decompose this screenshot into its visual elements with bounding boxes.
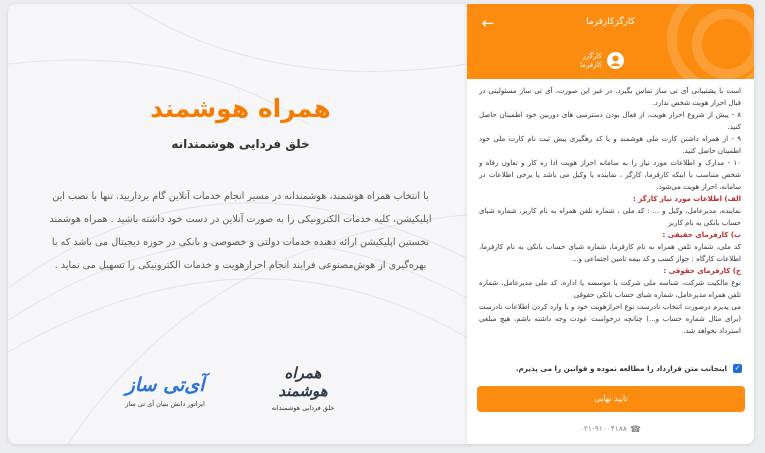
panel-header — [467, 4, 754, 79]
back-arrow-icon[interactable]: ← — [481, 14, 495, 32]
terms-paragraph: ۱۰ - مدارک و اطلاعات مورد نیاز را به سامانه احراز هویت ادا ره کار و تعاون رفاه و شخص متناسب با اینکه کارفرما، کارگر ، نماینده یا وکیل می باشد یا برخی اطلاعات در سامانه، احراز هویت می‌شود. — [479, 159, 741, 191]
terms-paragraph: ۹ - از همراه داشتن کارت ملی هوشمند و یا کد رهگیری پیش ثبت نام کارت ملی خود اطمینان حاصل کنید. — [479, 135, 741, 155]
terms-heading: ب) کارفرمای حقیقی : — [662, 231, 741, 239]
user-icon — [607, 52, 624, 69]
avatar — [607, 52, 624, 69]
agree-checkbox[interactable]: ✓ — [734, 364, 741, 372]
hamrah-logo-caption: خلق فردایی هوشمندانه — [271, 404, 335, 412]
agree-label[interactable]: اینجانب متن قرارداد را مطالعه نموده و قوانین را می پذیرم. — [515, 364, 727, 373]
itsaz-logo-mark: آی‌تی ساز — [125, 374, 205, 396]
hero-section — [28, 94, 453, 277]
terms-paragraph: می پذیرم درصورت انتخاب نادرست نوع احرازهویت خود و یا وارد کردن اطلاعات نادرست (برای مثال شماره حساب و...) چنانچه درخواست عودت وجه داشته باشم، هیچ مبلغی استرداد نخواهد شد. — [479, 303, 741, 335]
terms-paragraph: کد ملی، شماره تلفن همراه به نام کارفرما، شماره شبای حساب بانکی به نام کارفرما، اطلاعات کارگاه : جواز کسب و کد بیمه تامین اجتماعی و... — [479, 243, 741, 263]
agreement-panel — [467, 4, 754, 444]
hamrah-logo-mark: همراه هوشمند — [278, 364, 328, 400]
support-phone-number: ۰۲۱-۹۱۰۰۴۱۸۸ — [579, 424, 627, 433]
terms-text — [479, 85, 741, 359]
confirm-button[interactable]: تایید نهایی — [477, 386, 745, 412]
hero-title: همراه هوشمند — [150, 94, 331, 123]
itsaz-logo — [110, 374, 220, 408]
app-frame — [8, 4, 754, 444]
terms-heading: ج) کارفرمای حقوقی : — [663, 267, 741, 275]
terms-paragraph: نماینده، مدیرعامل، وکیل و ... : کد ملی ، شماره تلفن همراه به نام کاربر، شماره شبای حساب بانکی به نام کاربر — [479, 207, 741, 227]
profile-name-text: کارگزر — [582, 52, 602, 60]
itsaz-logo-caption: ایراتور دانش بنیان آی تی ساز — [125, 400, 205, 408]
terms-paragraph: نوع مالکیت شرکت، شناسه ملی شرکت یا موسسه یا اداره، کد ملی مدیرعامل، شماره تلفن همراه مدیرعامل، شماره شبای حساب بانکی حقوقی — [479, 279, 741, 299]
hamrah-logo — [258, 364, 348, 412]
hero-description: با انتخاب همراه هوشمند، هوشمندانه در مسیر انجام خدمات آنلاین گام برداریید. تنها با نصب این اپلیکیشن، کلیه خدمات الکترونیکی را به صورت آنلاین در دست خود داشته باشید . همراه هوشمند نخستین اپلیکیشن ارائه دهنده خدمات دولتی و خصوصی و بانکی در حوزه دیجیتال می باشد که با بهره‌گیری از هوش‌مصنوعی فرایند انجام احرازهویت و خدمات الکترونیکی را تسهیل می نماید . — [49, 191, 432, 271]
headset-icon: ☎ — [629, 425, 642, 435]
profile-name — [549, 52, 602, 70]
terms-paragraph: است با پشتیبانی آی تی ساز تماس بگیرد. در غیر این صورت، آی تی ساز مسئولیتی در قبال احراز هویت شخص ندارد. — [479, 87, 741, 107]
terms-paragraph: ۸ - پیش از شروع احراز هویت، از فعال بودن دسترسی های دوربین خود اطمینان حاصل کنید. — [479, 111, 741, 131]
terms-heading: الف) اطلاعات مورد نیاز کارگر : — [633, 195, 741, 203]
hero-subtitle: خلق فردایی هوشمندانه — [171, 137, 310, 151]
panel-title: کارگزکارفرما — [586, 17, 635, 27]
profile-role-text: کارفرما — [580, 61, 602, 69]
support-phone — [467, 424, 754, 435]
